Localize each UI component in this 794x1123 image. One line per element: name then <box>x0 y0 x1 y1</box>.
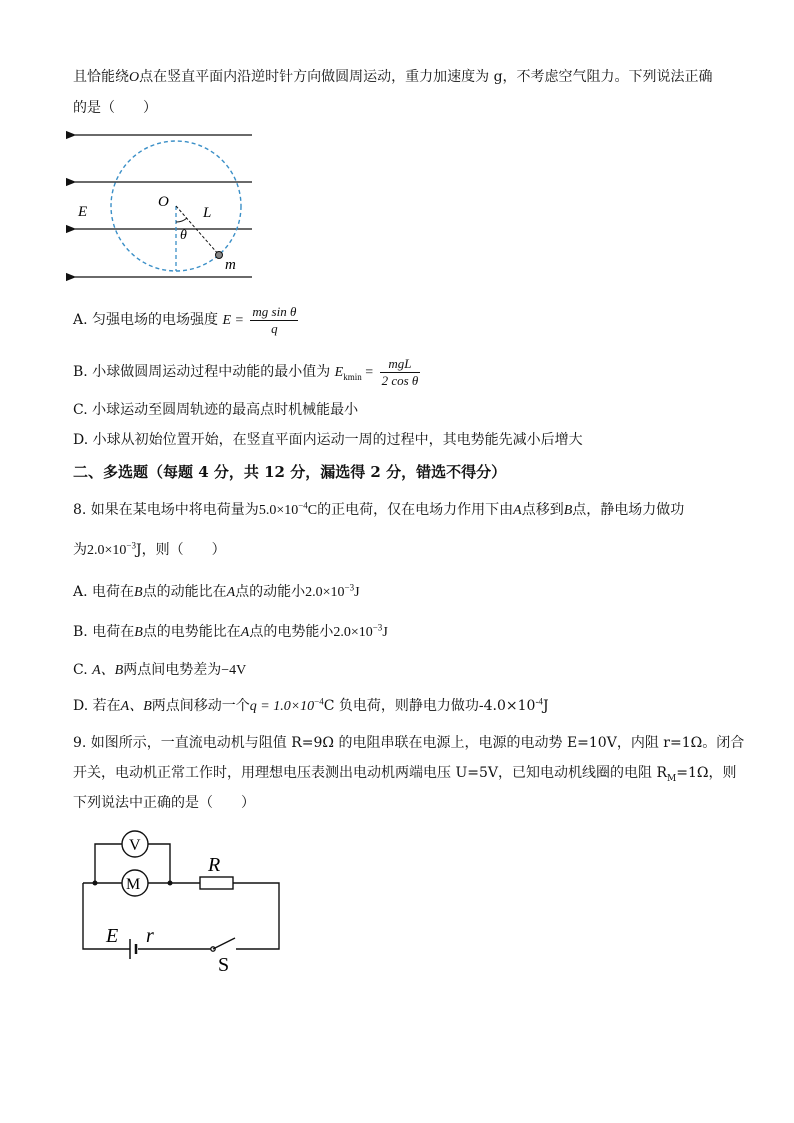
q8-option-a <box>73 582 360 603</box>
label-e: E <box>78 204 88 220</box>
q8b-exp: −3 <box>372 622 383 633</box>
option-b-eq: = <box>361 365 374 380</box>
q8d-exp-2: -4 <box>535 696 543 707</box>
q8a-text-3: 点的动能小 <box>235 584 306 600</box>
option-b-text: B. 小球做圆周运动过程中动能的最小值为 <box>73 364 331 380</box>
q8b-point-a: A <box>240 625 250 640</box>
q8d-points: A、B <box>120 699 152 714</box>
q8-text-4: 点，静电场力做功 <box>572 502 685 518</box>
q8b-text: B. 电荷在 <box>73 624 135 640</box>
q8c-points: A、B <box>92 663 124 678</box>
option-b-denominator: 2 cos θ <box>381 372 419 388</box>
label-o: O <box>158 194 169 210</box>
circuit-figure <box>78 826 288 976</box>
resistor <box>200 877 233 889</box>
q8-text-2: 的正电荷，仅在电场力作用下由 <box>317 502 514 518</box>
q8b-point-b: B <box>134 625 143 640</box>
q8d-text: D. 若在 <box>73 698 121 714</box>
q7-option-c: C. 小球运动至圆周轨迹的最高点时机械能最小 <box>73 402 359 418</box>
q8-option-b <box>73 622 388 643</box>
intro-text: 且恰能绕 <box>73 69 129 85</box>
option-a-denominator: q <box>250 320 298 337</box>
intro-line-2: 的是（ ） <box>73 100 157 116</box>
label-l: L <box>203 205 212 221</box>
ball-m <box>216 252 223 259</box>
switch-label: S <box>218 954 230 976</box>
q8d-charge: q = 1.0×10 <box>249 699 315 714</box>
q8-point-b: B <box>563 503 573 518</box>
q8b-unit: J <box>382 625 388 640</box>
q7-option-a <box>73 302 300 339</box>
switch-arm <box>213 938 235 949</box>
q8c-text-2: 两点间电势差为 <box>123 662 222 678</box>
motor-label: M <box>126 876 141 893</box>
q8-option-d <box>73 696 549 717</box>
junction-right <box>168 881 173 886</box>
option-b-fraction <box>380 356 421 389</box>
q9-text: 开关，电动机正常工作时，用理想电压表测出电动机两端电压 U=5V，已知电动机线圈的电阻 R <box>73 765 667 781</box>
q8-charge: 5.0×10 <box>258 503 299 518</box>
intro-text-rest: 点在竖直平面内沿逆时针方向做圆周运动，重力加速度为 g，不考虑空气阻力。下列说法正确 <box>139 69 713 85</box>
internal-r-label: r <box>146 925 154 947</box>
q8-unit: C <box>307 503 318 518</box>
voltmeter-label: V <box>129 837 141 854</box>
q8a-unit: J <box>354 585 360 600</box>
field-circle-figure <box>66 122 266 287</box>
q8a-text: A. 电荷在 <box>73 584 135 600</box>
option-a-fraction <box>250 304 298 337</box>
voltmeter-wire-right <box>148 844 170 883</box>
q8c-value: −4V <box>221 663 247 678</box>
q8a-value: 2.0×10 <box>305 585 345 600</box>
q8d-text-2: 两点间移动一个 <box>151 698 250 714</box>
q9-text-end: =1Ω，则 <box>676 765 737 781</box>
label-m: m <box>225 257 236 273</box>
q8-text-6: J，则（ ） <box>135 542 226 558</box>
option-b-sub: kmin <box>343 371 362 382</box>
q8d-unit: J <box>542 698 549 714</box>
right-wire <box>233 883 279 949</box>
q9-line-3: 下列说法中正确的是（ ） <box>73 795 255 811</box>
option-b-lhs: E <box>334 365 344 380</box>
option-a-numerator: mg sin θ <box>252 303 297 319</box>
q9-line-2 <box>73 763 736 783</box>
q8b-value: 2.0×10 <box>333 625 373 640</box>
q8c-text: C. <box>73 662 93 678</box>
q8-option-c <box>73 660 246 681</box>
q8a-point-a: A <box>226 585 236 600</box>
q8b-text-3: 点的电势能小 <box>249 624 334 640</box>
option-a-lhs: E = <box>222 313 244 328</box>
q8-work-exp: −3 <box>126 540 136 551</box>
q8-work: 2.0×10 <box>87 543 127 558</box>
junction-left <box>93 881 98 886</box>
q7-option-d: D. 小球从初始位置开始，在竖直平面内运动一周的过程中，其电势能先减小后增大 <box>73 432 583 448</box>
q8d-exp: −4 <box>314 696 324 707</box>
resistor-label: R <box>208 854 221 876</box>
q8a-text-2: 点的动能比在 <box>142 584 227 600</box>
option-b-numerator: mgL <box>388 355 412 371</box>
intro-line-1 <box>73 67 713 88</box>
q8b-text-2: 点的电势能比在 <box>142 624 241 640</box>
q8a-exp: −3 <box>344 582 355 593</box>
label-theta: θ <box>180 228 187 243</box>
q8a-point-b: B <box>134 585 143 600</box>
theta-arc <box>176 218 187 222</box>
q8-charge-exp: −4 <box>298 500 308 511</box>
q8-text-5: 为 <box>73 542 87 558</box>
voltmeter-wire <box>95 844 122 883</box>
section-heading: 二、多选题（每题 4 分，共 12 分，漏选得 2 分，错选不得分） <box>73 463 507 481</box>
q8-line-1 <box>73 500 684 521</box>
q8-line-2 <box>73 540 226 561</box>
q8-point-a: A <box>513 503 522 518</box>
intro-point-o: O <box>129 70 140 85</box>
q8-text: 8. 如果在某电场中将电荷量为 <box>73 502 259 518</box>
q9-sub: M <box>667 773 677 784</box>
option-a-text: A. 匀强电场的电场强度 <box>73 312 219 328</box>
q8d-text-3: C 负电荷，则静电力做功-4.0×10 <box>323 698 536 714</box>
q7-option-b <box>73 354 422 391</box>
emf-label: E <box>106 925 119 947</box>
q9-line-1: 9. 如图所示，一直流电动机与阻值 R=9Ω 的电阻串联在电源上，电源的电动势 E=10V，内阻 r=1Ω。闭合 <box>73 735 745 751</box>
q8-text-3: 点移到 <box>521 502 564 518</box>
